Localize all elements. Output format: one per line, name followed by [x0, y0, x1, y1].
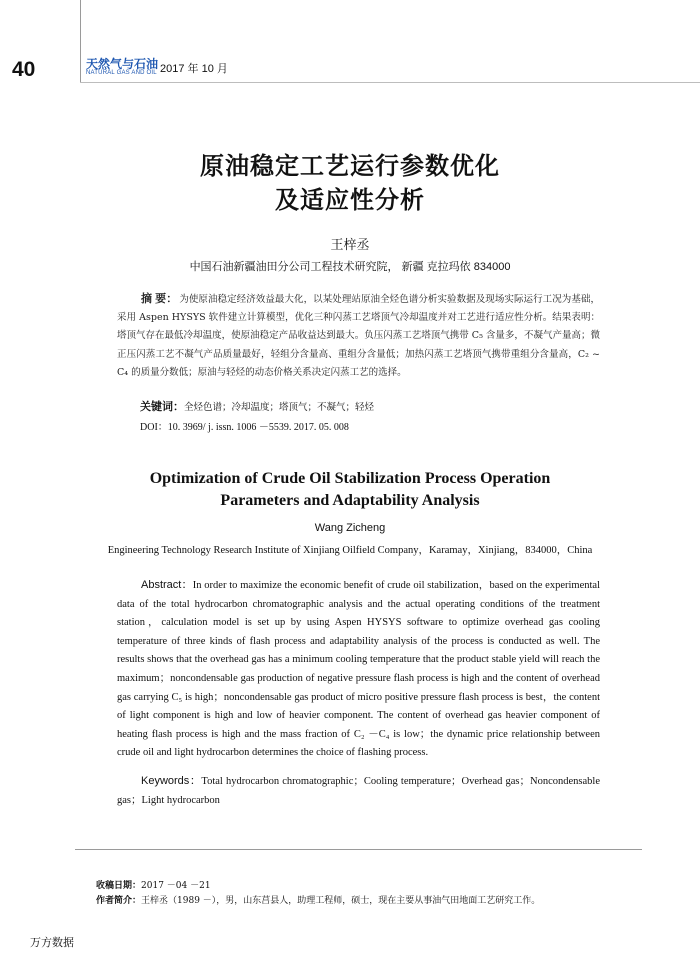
title-cn-line-1: 原油稳定工艺运行参数优化 [200, 151, 500, 180]
keywords-cn-label: 关键词： [140, 401, 184, 413]
abstract-cn-text: 为使原油稳定经济效益最大化，以某处理站原油全烃色谱分析实验数据及现场实际运行工况为基础，采用 Aspen HYSYS 软件建立计算模型，优化三种闪蒸工艺塔顶气冷却温度并对工艺进行适应性分析。结果表明：塔顶气存在最低冷却温度，使原油稳定产品收益达到最大。负压闪蒸工艺塔顶气携带 C₅ 含量多，不凝气产量高；微正压闪蒸工艺不凝气产品质量最好，轻组分含量高、重组分含量低；加热闪蒸工艺塔顶气携带重组分含量高，C₂ ~ C₄ 的质量分数低；原油与轻烃的动态价格关系决定闪蒸工艺的选择。 [117, 294, 600, 378]
abstract-cn-label: 摘 要： [141, 293, 178, 305]
journal-logo-cn: 天然气与石油 [86, 57, 159, 71]
watermark: 万方数据 [30, 937, 74, 949]
page-number: 40 [12, 58, 36, 81]
doi: DOI：10. 3969/ j. issn. 1006 －5539. 2017. 05. 008 [140, 422, 349, 433]
received-date [96, 878, 211, 891]
received-label: 收稿日期： [96, 880, 142, 890]
affiliation-cn: 中国石油新疆油田分公司工程技术研究院， 新疆 克拉玛依 834000 [189, 261, 511, 273]
title-cn-line-2: 及适应性分析 [275, 185, 425, 214]
issue-date: 2017 年 10 月 [160, 63, 228, 75]
keywords-cn-text: 全烃色谱；冷却温度；塔顶气；不凝气；轻烃 [184, 402, 375, 413]
abstract-en-label: Abstract： [141, 579, 193, 591]
keywords-cn [140, 398, 374, 414]
title-en-line-2: Parameters and Adaptability Analysis [220, 492, 480, 509]
journal-logo-en: NATURAL GAS AND OIL [86, 70, 157, 76]
footnote-rule [75, 849, 642, 850]
abstract-en-text: In order to maximize the economic benefit of crude oil stabilization，based on the experimental data of the total hydrocarbon chromatographic analysis and the actual operating conditions of the treatment station，calculation model is set up by using Aspen HYSYS software to optimize overhead gas cooling temperature of three kinds of flash process and adaptability analysis of the process is conducted as well. The results shows that the overhead gas has a minimum cooling temperature that the product stable yield will reach the maximum；noncondensable gas production of negative pressure flash process is high and the content of overhead gas carrying C₅ is high；noncondensable gas product of micro positive pressure flash process is best，the content of light component is high and low of heavier component. The content of overhead gas heavier component of heating flash process is high and the mass fraction of C₂ －C₄ is low；the dynamic price relationship between crude oil and light hydrocarbon determines the choice of flashing process. [117, 580, 600, 759]
keywords-en [117, 772, 600, 810]
header-horizontal-rule [80, 82, 700, 83]
abstract-cn [117, 290, 600, 382]
author-bio-text: 王梓丞（1989 －），男，山东莒县人，助理工程师，硕士，现在主要从事油气田地面工艺研究工作。 [141, 896, 541, 906]
received-value: 2017 －04 －21 [141, 881, 211, 891]
author-cn: 王梓丞 [330, 237, 370, 252]
author-bio-label: 作者简介： [96, 895, 142, 905]
title-en-line-1: Optimization of Crude Oil Stabilization Process Operation [149, 470, 551, 487]
keywords-en-text: Total hydrocarbon chromatographic；Cooling temperature；Overhead gas；Noncondensable gas；Light hydrocarbon [117, 776, 600, 806]
header-vertical-rule [80, 0, 81, 82]
keywords-en-label: Keywords： [141, 775, 202, 787]
abstract-en [117, 576, 600, 763]
affiliation-en: Engineering Technology Research Institute of Xinjiang Oilfield Company，Karamay，Xinjiang，834000，China [107, 545, 593, 556]
author-bio [96, 893, 540, 906]
author-en: Wang Zicheng [314, 522, 386, 534]
